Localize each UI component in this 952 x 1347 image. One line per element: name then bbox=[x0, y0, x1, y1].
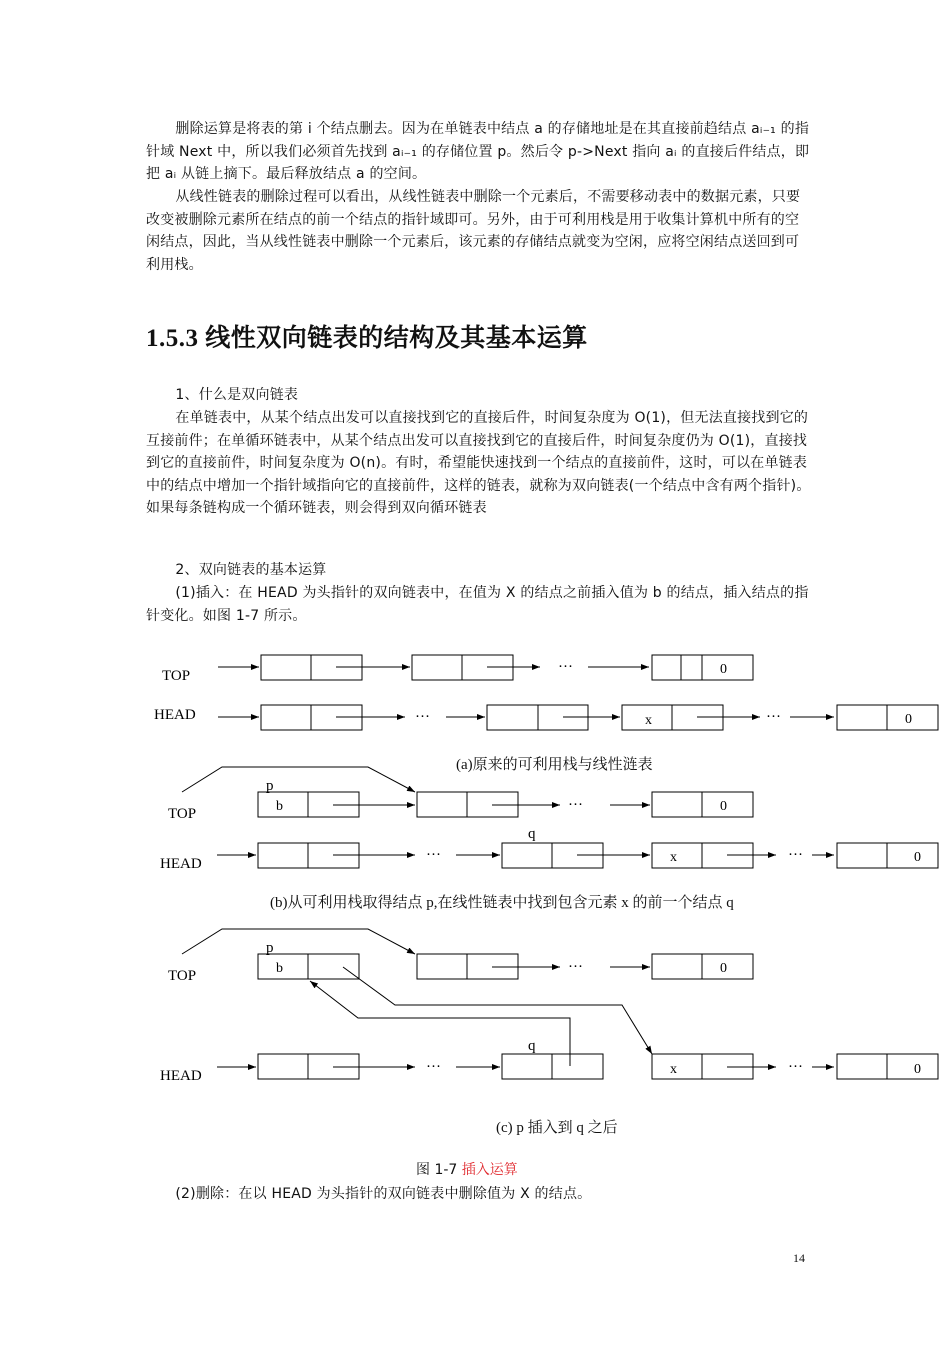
caption-b: (b)从可利用栈取得结点 p,在线性链表中找到包含元素 x 的前一个结点 q bbox=[270, 895, 734, 911]
paragraph-deletion: 删除运算是将表的第 i 个结点删去。因为在单链表中结点 a 的存储地址是在其直接前趋结点 aᵢ₋₁ 的指针域 Next 中，所以我们必须首先找到 aᵢ₋₁ 的存储位置 p。然后令 p->Next 指向 aᵢ 的直接后件结点，即把 aᵢ 从链上摘下。最后释放结点 a 的空间。 bbox=[146, 121, 810, 183]
cell-null: 0 bbox=[914, 850, 921, 865]
label-q: q bbox=[528, 1038, 536, 1054]
section-heading: 1.5.3 线性双向链表的结构及其基本运算 bbox=[146, 325, 588, 352]
label-p: p bbox=[266, 778, 274, 794]
diagram-a bbox=[218, 655, 938, 730]
cell-null: 0 bbox=[905, 712, 912, 727]
label-p: p bbox=[266, 940, 274, 956]
subheading-what-is: 1、什么是双向链表 bbox=[175, 387, 299, 403]
figure-title bbox=[416, 1159, 518, 1179]
paragraph-insert: (1)插入：在 HEAD 为头指针的双向链表中，在值为 X 的结点之前插入值为 b 的结点，插入结点的指针变化。如图 1-7 所示。 bbox=[146, 585, 809, 624]
label-head-b: HEAD bbox=[160, 856, 202, 872]
ellipsis: ··· bbox=[426, 847, 441, 863]
caption-a: (a)原来的可利用栈与线性涟表 bbox=[456, 757, 653, 773]
ellipsis: ··· bbox=[568, 959, 583, 975]
label-top-b: TOP bbox=[168, 806, 197, 822]
cell-null: 0 bbox=[720, 662, 727, 677]
diagram-c bbox=[182, 929, 938, 1079]
figure-title-highlight: 插入运算 bbox=[461, 1162, 518, 1178]
cell-x: x bbox=[670, 1062, 677, 1077]
cell-null: 0 bbox=[720, 961, 727, 976]
label-q: q bbox=[528, 826, 536, 842]
label-head-a: HEAD bbox=[154, 707, 196, 723]
cell-x: x bbox=[670, 850, 677, 865]
page-number: 14 bbox=[793, 1251, 805, 1265]
cell-null: 0 bbox=[720, 799, 727, 814]
paragraph-doubly-linked: 在单链表中，从某个结点出发可以直接找到它的直接后件，时间复杂度为 O(1)，但无法直接找到它的互接前件；在单循环链表中，从某个结点出发可以直接找到它的直接后件，时间复杂度仍为 O(1)，直接找到它的直接前件，时间复杂度为 O(n)。有时，希望能快速找到一个结点的直接前件，这时，可以在单链表中的结点中增加一个指针域指向它的直接前件，这样的链表，就称为双向链表(一个结点中含有两个指针)。如果每条链构成一个循环链表，则会得到双向循环链表 bbox=[146, 410, 811, 517]
paragraph-delete: (2)删除：在以 HEAD 为头指针的双向链表中删除值为 X 的结点。 bbox=[175, 1186, 592, 1202]
caption-c: (c) p 插入到 q 之后 bbox=[496, 1120, 618, 1136]
cell-b: b bbox=[276, 799, 283, 814]
label-head-c: HEAD bbox=[160, 1068, 202, 1084]
ellipsis: ··· bbox=[558, 659, 573, 675]
cell-b: b bbox=[276, 961, 283, 976]
cell-null: 0 bbox=[914, 1062, 921, 1077]
ellipsis: ··· bbox=[568, 797, 583, 813]
diagram-b bbox=[182, 767, 938, 868]
ellipsis: ··· bbox=[426, 1059, 441, 1075]
label-top-c: TOP bbox=[168, 968, 197, 984]
ellipsis: ··· bbox=[766, 709, 781, 725]
cell-x: x bbox=[645, 713, 652, 728]
ellipsis: ··· bbox=[788, 847, 803, 863]
figure-number: 图 1-7 bbox=[416, 1162, 462, 1178]
subheading-operations: 2、双向链表的基本运算 bbox=[175, 562, 327, 578]
ellipsis: ··· bbox=[788, 1059, 803, 1075]
paragraph-deletion-analysis: 从线性链表的删除过程可以看出，从线性链表中删除一个元素后，不需要移动表中的数据元素，只要改变被删除元素所在结点的前一个结点的指针域即可。另外，由于可利用栈是用于收集计算机中所有的空闲结点，因此，当从线性链表中删除一个元素后，该元素的存储结点就变为空闲，应将空闲结点送回到可利用栈。 bbox=[146, 189, 801, 273]
label-top-a: TOP bbox=[162, 668, 191, 684]
ellipsis: ··· bbox=[415, 709, 430, 725]
